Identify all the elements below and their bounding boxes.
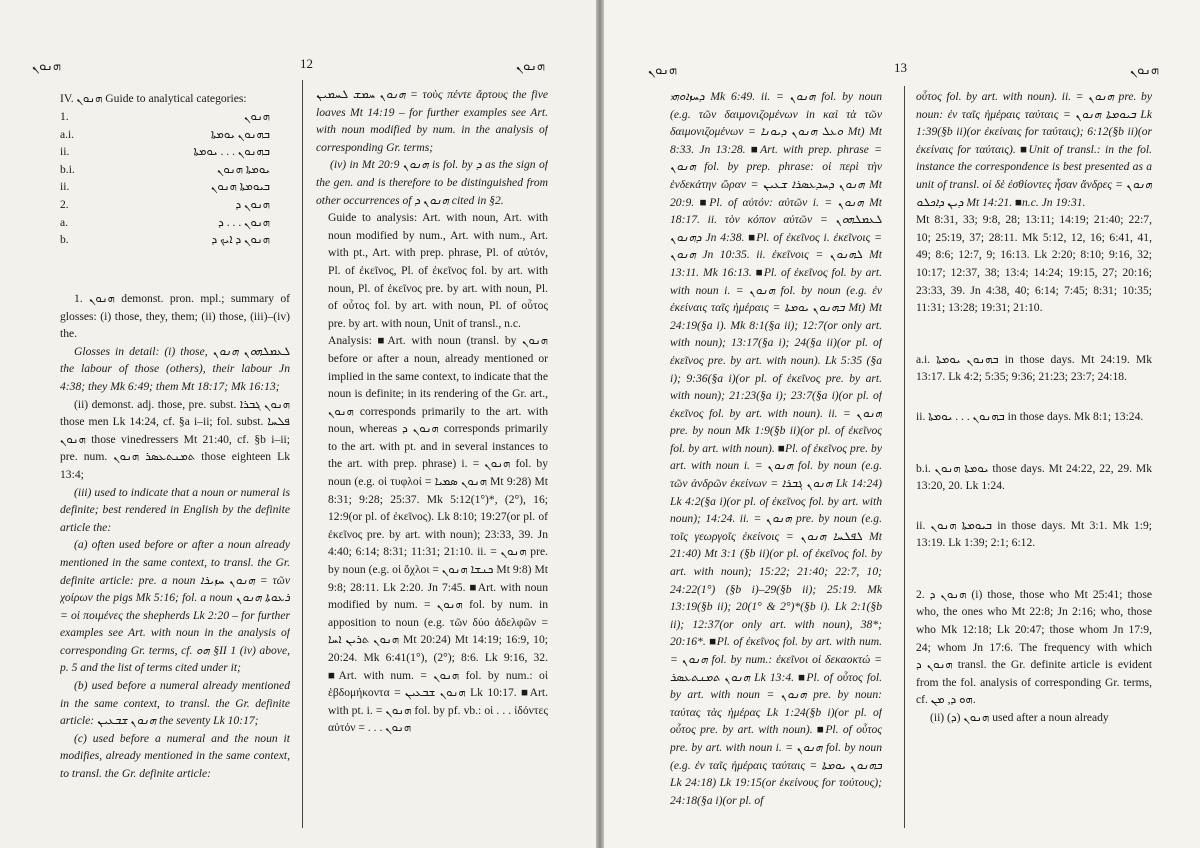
cat-key: ii. [60, 145, 70, 159]
spacer [916, 552, 1152, 586]
spacer [916, 426, 1152, 460]
right-page [604, 0, 1200, 848]
left-header-word: ܗܢܘܢ [32, 58, 61, 73]
paragraph: 2. ܗܢܘܢ ܕ (i) those, those who Mt 25:41; those who, the ones who Mt 22:8; Jn 2:16; who, those who Mk 12:18; Lk 20:47; those whom Jn 17:9, 24; whom Jn 17:6. The frequency with which ܗܢܘܢ ܕ transl. the Gr. definite article is evident from the fol. analysis of corresponding Gr. terms, cf. ܗܘ ܕ, ܡܢ. [916, 587, 1152, 707]
paragraph: (c) used before a numeral and the noun it modifies, already mentioned in the same context, to transl. the Gr. definite article: [60, 731, 290, 781]
cat-key: 1. [60, 110, 69, 123]
column-divider [904, 86, 905, 828]
paragraph: 1. ܗܢܘܢ demonst. pron. mpl.; summary of glosses: (i) those, they, them; (ii) those, (iii)–(iv) the. [60, 292, 290, 341]
section-heading: IV. ܗܢܘܢ Guide to analytical categories: [60, 92, 247, 105]
cat-value: ܗܢܘܢ ܕ [235, 197, 270, 211]
paragraph: (iv) in Mt 20:9 ܗܢܘܢ is fol. by ܕ as the sign of the gen. and is therefore to be distinguished from other occurrences of ܗܢܘܢ ܕ cited in §2. [316, 158, 548, 207]
cat-key: b.i. [60, 162, 75, 176]
cat-value: ܗܢܘܢ ܕ ܐܝܟ ܕ [211, 233, 270, 247]
left-right-header-word: ܗܢܘܢ [516, 58, 545, 73]
book-gutter [596, 0, 604, 848]
paragraph: (iii) used to indicate that a noun or numeral is definite; best rendered in English by the definite article the: [60, 485, 290, 534]
paragraph: οὗτος fol. by art. with noun). ii. = ܗܢܘܢ pre. by noun: ἐν ταῖς ἡμέραις ταύταις = ܒܝܘܡܬܐ ܗܢܘܢ Lk 1:39(§b ii)(or ἐκείναις for ταύταις); 6:12(§b ii)(or ἐκείναις for ταύταις). ■Unit of transl.: in the fol. instance the correspondence is best presented as a unit of transl. οἱ δὲ ἐσθίοντες ἦσαν ἄνδρες = ܗܢܘܢ ܕܝܢ ܕܐܟܠܘ Mt 14:21. ■n.c. Jn 19:31. [916, 90, 1152, 209]
cat-value: ܒܗܢܘܢ . . . ܝܘܡܬܐ [193, 145, 270, 159]
cat-key: ii. [60, 180, 70, 194]
right-header-word: ܗܢܘܢ [648, 62, 677, 77]
paragraph: ܗܢܘܢ ܚܡܫ ܠܚܡܝܢ = τοὺς πέντε ἄρτους the five loaves Mt 14:19 – for further examples see Art. with noun modified by num. in the analysis of corresponding Gr. terms; [316, 88, 548, 154]
cat-key: a.i. [60, 127, 75, 141]
right-column-1 [670, 88, 882, 832]
paragraph: (ii) (ܕ) ܗܢܘܢ used after a noun already [930, 711, 1109, 725]
right-page-number: 13 [894, 60, 907, 75]
right-column-2 [916, 88, 1152, 832]
cat-value: ܗܢܘܢ [244, 110, 270, 123]
paragraph: ii. ܒܝܘܡܬܐ ܗܢܘܢ in those days. Mt 3:1. Mk 1:9; 13:19. Lk 1:39; 2:1; 6:12. [916, 518, 1152, 550]
cat-value: ܒܝܘܡܬܐ ܗܢܘܢ [211, 180, 270, 194]
paragraph: Mt 8:31, 33; 9:8, 28; 13:11; 14:19; 21:40; 22:7, 10; 25:19, 37; 28:11. Mk 5:12, 12, 16; 6:41, 41, 49; 8:6; 12:7, 9; 16:13. Lk 2:20; 8:10; 9:16, 32; 10:17; 12:37, 38; 13:4; 14:24; 19:15, 27; 20:16; 23:33, 39. Jn 4:38, 40; 6:14; 7:45; 8:31; 10:35; 11:31; 13:28; 19:31; 21:10. [916, 213, 1152, 315]
category-guide [60, 108, 270, 249]
paragraph: Analysis: ■Art. with noun (transl. by ܗܢܘܢ before or after a noun, already mentioned or implied in the same context, to indicate that the noun is definite; in its rendering of the Gr. art., ܗܢܘܢ corresponds primarily to the art. with noun, whereas ܗܢܘܢ ܕ corresponds primarily to the art. with pt. and in several instances to the art. with prep. phrase) i. = ܗܢܘܢ fol. by noun (e.g. οἱ τυφλοί = ܗܢܘܢ ܣܡܝܐ Mt 9:28) Mt 8:31; 9:28; 25:37. Mk 5:12(1°)*, (2°), 16; 12:9(or pl. of ἐκεῖνος). Lk 8:10; 19:27(or pl. of ἐκεῖνος pre. by art. with noun); 23:33, 39. Jn 4:40; 6:14; 8:31; 11:31; 21:10. ii. = ܗܢܘܢ pre. by noun (e.g. οἱ ὄχλοι = ܟܢܫܐ ܗܢܘܢ Mt 9:8) Mt 9:8; 28:11. Lk 2:20. Jn 7:45. ■Art. with noun modified by num. = ܗܢܘܢ fol. by num. in apposition to noun (e.g. τῶν δύο ἀδελφῶν = ܗܢܘܢ ܬܪܝܢ ܐܚܐ Mt 20:24) Mt 14:19; 16:9, 10; 20:24. Mk 6:41(1°), (2°); 8:6. Lk 9:16, 32. ■Art. with num. = ܗܢܘܢ fol. by num.: οἱ ἑβδομήκοντα = ܗܢܘܢ ܫܒܥܝܢ Lk 10:17. ■Art. with pt. i. = ܗܢܘܢ fol. by pf. vb.: οἱ . . . ἰδόντες αὐτόν = . . . ܗܢܘܢ [328, 334, 548, 735]
spacer [916, 386, 1152, 408]
paragraph: Guide to analysis: Art. with noun, Art. with noun modified by num., Art. with num., Art. with pt., Art. with prep. phrase, Pl. of αὐτόν, Pl. of ἐκεῖνος, Pl. of ἐκεῖνος fol. by art. with noun, Pl. of ἐκεῖνος pre. by art. with noun, Pl. of οὗτος fol. by art. with noun, Pl. of οὗτος pre. by art. with noun, Unit of transl., n.c. [328, 211, 548, 330]
paragraph: b.i. ܝܘܡܬܐ ܗܢܘܢ those days. Mt 24:22, 22, 29. Mk 13:20, 20. Lk 1:24. [916, 461, 1152, 493]
paragraph: (a) often used before or after a noun already mentioned in the same context, to transl. the Gr. definite article: pre. a noun ܗܢܘܢ ܚܙܝܪܐ = τῶν χοίρων the pigs Mk 5:16; fol. a noun ܪܥܘܬܐ ܗܢܘܢ = οἱ ποιμένες the shepherds Lk 2:20 – for further examples see Art. with noun in the analysis of corresponding Gr. terms, cf. ܗܘ §II 1 (iv) above, p. 5 and the list of terms cited under it; [60, 538, 290, 675]
cat-key: b. [60, 233, 69, 247]
cat-value: ܝܘܡܬܐ ܗܢܘܢ [217, 162, 270, 176]
spacer [916, 317, 1152, 351]
cat-key: a. [60, 215, 69, 229]
left-column-1 [60, 290, 290, 830]
paragraph: Glosses in detail: (i) those, ܠܥܡܠܗܘܢ ܗܢܘܢ the labour of those (others), their labour Jn 4:38; they Mk 6:49; them Mt 18:17; Mk 16:13; [60, 344, 290, 393]
left-column-2 [316, 86, 548, 830]
cat-value: ܗܢܘܢ . . . ܕ [218, 215, 270, 229]
left-page [0, 0, 596, 848]
left-page-number: 12 [300, 56, 313, 71]
paragraph: ܕܚܙܐܘܗܝ Mk 6:49. ii. = ܗܢܘܢ fol. by noun (e.g. τῶν δαιμονιζομένων in καὶ τὰ τῶν δαιμονιζομένων = ܘܥܠ ܗܢܘܢ ܕܝܘܢܐ Mt) Mt 8:33. Jn 13:28. ■Art. with prep. phrase = ܗܢܘܢ fol. by prep. phrase: οἱ περὶ τὴν ἑνδεκάτην ὥραν = ܗܢܘܢ ܕܚܕܥܣܪܐ ܫܥܝܢ Mt 20:9. ■Pl. of αὐτόν: αὐτῶν i. = ܗܢܘܢ Mt 18:17. ii. τὸν κόπον αὐτῶν = ܠܥܡܠܗܘܢ ܕܗܢܘܢ Jn 4:38. ■Pl. of ἐκεῖνος i. ἐκεῖνοις = ܗܢܘܢ Jn 10:35. ii. ἐκεῖνοις = ܠܗܢܘܢ Mt 13:11. Mk 16:13. ■Pl. of ἐκεῖνος fol. by art. with noun i. = ܗܢܘܢ fol. by noun (e.g. ἐν ἐκείναις ταῖς ἡμέραις = ܒܗܢܘܢ ܝܘܡܬܐ Mt) Mt 24:19(§a i). Mk 8:1(§a ii); 12:7(or only art. with noun); 13:17(§a i); 24(§a ii)(or pl. of ἐκεῖνος pre. by art. with noun). Lk 5:35 (§a i); 9:36(§a i)(or pl. of ἐκεῖνος pre. by art. with noun); 21:23(§a i); 23:7(§a i)(or pl. of ἐκεῖνος fol. by art. with noun). ii. = ܗܢܘܢ pre. by noun Mk 1:9(§b ii)(or pl. of ἐκεῖνος fol. by art. with noun). ■Pl. of ἐκεῖνος pre. by art. with noun i. = ܗܢܘܢ fol. by noun (e.g. τῶν ἀνδρῶν ἐκείνων = ܗܢܘܢ ܓܒܪܐ Lk 14:24) Lk 4:2(§a i)(or pl. of ἐκεῖνος fol. by art. with noun); 14:24. ii. = ܗܢܘܢ pre. by noun (e.g. τοῖς γεωργοῖς ἐκείνοις = ܠܦܠܚܐ ܗܢܘܢ Mt 21:40) Mt 3:1 (§b ii)(or pl. of ἐκεῖνος fol. by art. with noun); 15:22; 21:40; 22:7, 10; 24:22(1°) (§b i)–29(§b ii); 25:19. Mk 13:19(§b ii); 20(1° & 2°)*(§b i). Lk 2:1(§b ii); 12:37(or only art. with noun), 38*; 20:16*. ■Pl. of ἐκεῖνος fol. by art. with num. = ܗܢܘܢ fol. by num.: ἐκεῖνοι οἱ δεκαοκτώ = ܗܢܘܢ ܬܡܢܬܥܣܪ Lk 13:4. ■Pl. of οὗτος fol. by art. with noun = ܗܢܘܢ pre. by noun: ταύτας τὰς ἡμέρας Lk 1:24(§b i)(or pl. of οὗτος pre. by art. with noun). ■Pl. of οὗτος pre. by art. with noun i. = ܗܢܘܢ fol. by noun (e.g. ἐν ταῖς ἡμέραις ταύταις = ܒܗܢܘܢ ܝܘܡܬܐ Lk 24:18) Lk 19:15(or ἐκείνους for τούτους); 24:18(§a i)(or pl. of [670, 90, 882, 807]
spacer [916, 495, 1152, 517]
cat-value: ܒܗܢܘܢ ܝܘܡܬܐ [210, 127, 270, 141]
paragraph: (ii) demonst. adj. those, pre. subst. ܗܢܘܢ ܓܒܪܐ those men Lk 14:24, cf. §a i–ii; fol. subst. ܦܠܚܐ ܗܢܘܢ those vinedressers Mt 21:40, cf. §b i–ii; pre. num. ܬܡܢܬܥܣܪ ܗܢܘܢ those eighteen Lk 13:4; [60, 397, 290, 481]
paragraph: (b) used before a numeral already mentioned in the same context, to transl. the Gr. definite article: ܗܢܘܢ ܫܒܥܝܢ the seventy Lk 10:17; [60, 679, 290, 728]
paragraph: a.i. ܒܗܢܘܢ ܝܘܡܬܐ in those days. Mt 24:19. Mk 13:17. Lk 4:2; 5:35; 9:36; 21:23; 23:7; 24:18. [916, 352, 1152, 384]
right-right-header-word: ܗܢܘܢ [1130, 62, 1159, 77]
cat-key: 2. [60, 197, 69, 211]
paragraph: ii. ܒܗܢܘܢ . . . ܝܘܡܬܐ in those days. Mk 8:1; 13:24. [916, 409, 1144, 423]
column-divider [302, 80, 303, 828]
